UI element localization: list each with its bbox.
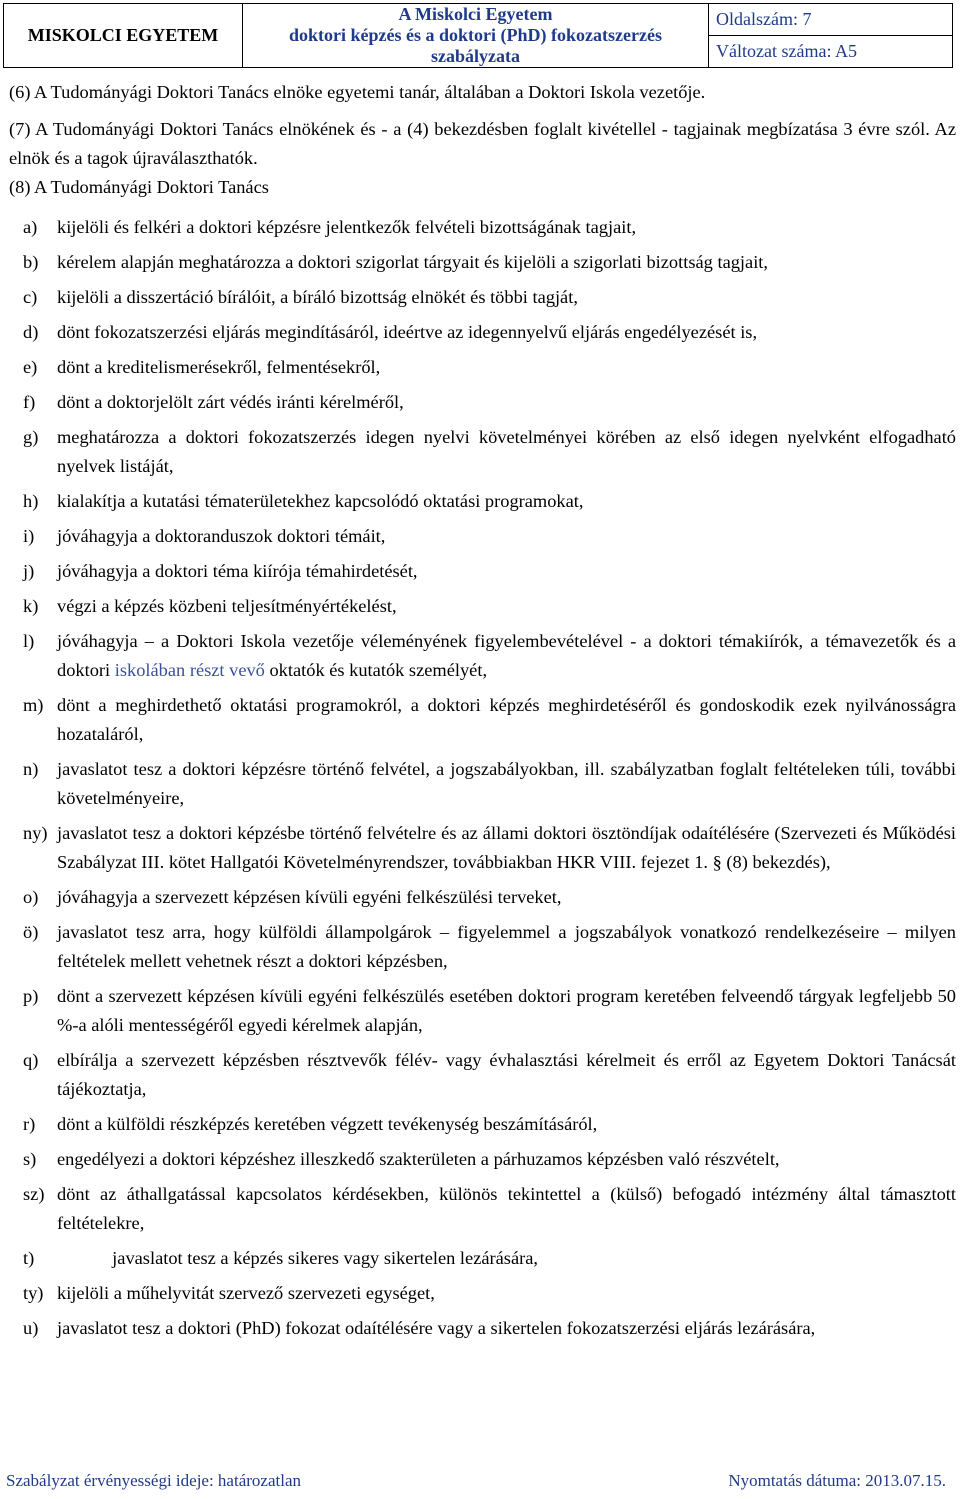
item-label: f)	[23, 392, 36, 412]
list-item	[9, 1145, 956, 1174]
item-text: kijelöli és felkéri a doktori képzésre jelentkezők felvételi bizottságának tagjait,	[57, 217, 637, 237]
item-text: kialakítja a kutatási tématerületekhez kapcsolódó oktatási programokat,	[57, 491, 584, 511]
list-item	[9, 1244, 956, 1273]
item-text: kijelöli a disszertáció bírálóit, a bíráló bizottság elnökét és többi tagját,	[57, 287, 578, 307]
paragraph-7: (7) A Tudományági Doktori Tanács elnökének és - a (4) bekezdésben foglalt kivétellel - tagjainak megbízatása 3 évre szól. Az elnök és a tagok újraválaszthatók.	[9, 119, 956, 168]
document-title	[243, 4, 709, 68]
item-label: e)	[23, 357, 38, 377]
item-text: javaslatot tesz a képzés sikeres vagy sikertelen lezárására,	[57, 1248, 539, 1268]
title-line-2: doktori képzés és a doktori (PhD) fokozatszerzés	[289, 25, 662, 45]
list-item	[9, 1046, 956, 1104]
item-text: jóváhagyja a doktori téma kiírója témahirdetését,	[57, 561, 418, 581]
item-label: d)	[23, 322, 39, 342]
document-body	[9, 78, 956, 1349]
item-text: dönt fokozatszerzési eljárás megindításáról, ideértve az idegennyelvű eljárás engedélyezését is,	[57, 322, 758, 342]
item-label: ny)	[23, 823, 48, 843]
item-text: dönt a meghirdethető oktatási programokról, a doktori képzés meghirdetéséről és gondoskodik ezek nyilvánosságra hozataláról,	[57, 695, 956, 744]
list-item	[9, 1279, 956, 1308]
list-item	[9, 353, 956, 382]
list-item	[9, 487, 956, 516]
institution-name: MISKOLCI EGYETEM	[4, 4, 243, 68]
item-text: javaslatot tesz a doktori (PhD) fokozat odaítélésére vagy a sikertelen fokozatszerzési eljárás lezárására,	[57, 1318, 816, 1338]
item-label: t)	[23, 1248, 35, 1268]
list-item	[9, 283, 956, 312]
item-label: n)	[23, 759, 39, 779]
list-item	[9, 982, 956, 1040]
item-text: dönt a doktorjelölt zárt védés iránti kérelméről,	[57, 392, 404, 412]
item-text: meghatározza a doktori fokozatszerzés idegen nyelvi követelményei körében az első idegen nyelvként elfogadható nyelvek listáját,	[57, 427, 956, 476]
item-label: q)	[23, 1050, 39, 1070]
list-item	[9, 627, 956, 685]
item-label: i)	[23, 526, 35, 546]
item-label: ö)	[23, 922, 39, 942]
item-label: l)	[23, 631, 35, 651]
list-item	[9, 592, 956, 621]
item-text: engedélyezi a doktori képzéshez illeszkedő szakterületen a párhuzamos képzésben való részvételt,	[57, 1149, 780, 1169]
item-text	[57, 627, 956, 685]
item-text-highlight: iskolában részt vevő	[114, 660, 265, 680]
item-label: ty)	[23, 1283, 44, 1303]
list-item	[9, 388, 956, 417]
list-item	[9, 1180, 956, 1238]
item-text-part: oktatók és kutatók személyét,	[264, 660, 488, 680]
item-label: p)	[23, 986, 39, 1006]
page-number: Oldalszám: 7	[709, 4, 953, 36]
list-item	[9, 1314, 956, 1343]
print-date: Nyomtatás dátuma: 2013.07.15.	[728, 1471, 946, 1490]
item-text: jóváhagyja a szervezett képzésen kívüli egyéni felkészülési terveket,	[57, 887, 562, 907]
validity-text: Szabályzat érvényességi ideje: határozatlan	[6, 1471, 301, 1490]
item-label: sz)	[23, 1184, 45, 1204]
item-label: o)	[23, 887, 39, 907]
item-text: javaslatot tesz a doktori képzésbe történő felvételre és az állami doktori ösztöndíjak odaítélésére (Szervezeti és Működési Szabályzat III. kötet Hallgatói Követelményrendszer, továbbiakban HKR VIII. fejezet 1. § (8) bekezdés),	[57, 823, 956, 872]
item-label: j)	[23, 561, 35, 581]
list-item	[9, 248, 956, 277]
item-label: r)	[23, 1114, 36, 1134]
item-text: kijelöli a műhelyvitát szervező szervezeti egységet,	[57, 1283, 435, 1303]
item-text: elbírálja a szervezett képzésben résztvevők félév- vagy évhalasztási kérelmeit és erről az Egyetem Doktori Tanácsát tájékoztatja,	[57, 1050, 956, 1099]
list-item	[9, 557, 956, 586]
list-item	[9, 1110, 956, 1139]
item-label: g)	[23, 427, 39, 447]
item-text: javaslatot tesz a doktori képzésre történő felvétel, a jogszabályokban, ill. szabályzatban foglalt feltételeken túli, további követelményeire,	[57, 759, 956, 808]
list-item	[9, 522, 956, 551]
list-item	[9, 883, 956, 912]
document-header	[3, 3, 953, 68]
item-label: a)	[23, 217, 38, 237]
list-item	[9, 423, 956, 481]
paragraph-6: (6) A Tudományági Doktori Tanács elnöke egyetemi tanár, általában a Doktori Iskola vezetője.	[9, 82, 706, 102]
item-text: dönt a szervezett képzésen kívüli egyéni felkészülés esetében doktori program keretében felveendő tárgyak legfeljebb 50 %-a alóli mentességéről egyedi kérelmek alapján,	[57, 986, 956, 1035]
item-label: b)	[23, 252, 39, 272]
title-line-3: szabályzata	[431, 46, 520, 66]
item-label: k)	[23, 596, 39, 616]
item-text: jóváhagyja a doktoranduszok doktori témáit,	[57, 526, 386, 546]
list-item	[9, 819, 956, 877]
list-item	[9, 755, 956, 813]
item-list	[9, 213, 956, 1343]
list-item	[9, 918, 956, 976]
item-label: s)	[23, 1149, 37, 1169]
item-text: dönt az áthallgatással kapcsolatos kérdésekben, különös tekintettel a (külső) befogadó intézmény által támasztott feltételekre,	[57, 1184, 956, 1233]
paragraph-8: (8) A Tudományági Doktori Tanács	[9, 177, 269, 197]
item-text: dönt a külföldi részképzés keretében végzett tevékenység beszámításáról,	[57, 1114, 598, 1134]
list-item	[9, 213, 956, 242]
item-label: m)	[23, 695, 44, 715]
item-text: kérelem alapján meghatározza a doktori szigorlat tárgyait és kijelöli a szigorlati bizottság tagjait,	[57, 252, 769, 272]
item-text-part: jóváhagyja – a Doktori Iskola vezetője véleményének figyelembevételével - a doktori témakiírók, a témavezetők és a doktori	[57, 631, 956, 680]
item-text: végzi a képzés közbeni teljesítményértékelést,	[57, 596, 397, 616]
document-footer	[6, 1471, 946, 1491]
item-label: u)	[23, 1318, 39, 1338]
item-text: javaslatot tesz arra, hogy külföldi állampolgárok – figyelemmel a jogszabályok vonatkozó rendelkezéseire – milyen feltételek mellett vehetnek részt a doktori képzésben,	[57, 922, 956, 971]
version-number: Változat száma: A5	[709, 36, 953, 68]
list-item	[9, 691, 956, 749]
item-text: dönt a kreditelismerésekről, felmentésekről,	[57, 357, 381, 377]
title-line-1: A Miskolci Egyetem	[398, 4, 553, 24]
item-label: h)	[23, 491, 39, 511]
list-item	[9, 318, 956, 347]
item-label: c)	[23, 287, 38, 307]
